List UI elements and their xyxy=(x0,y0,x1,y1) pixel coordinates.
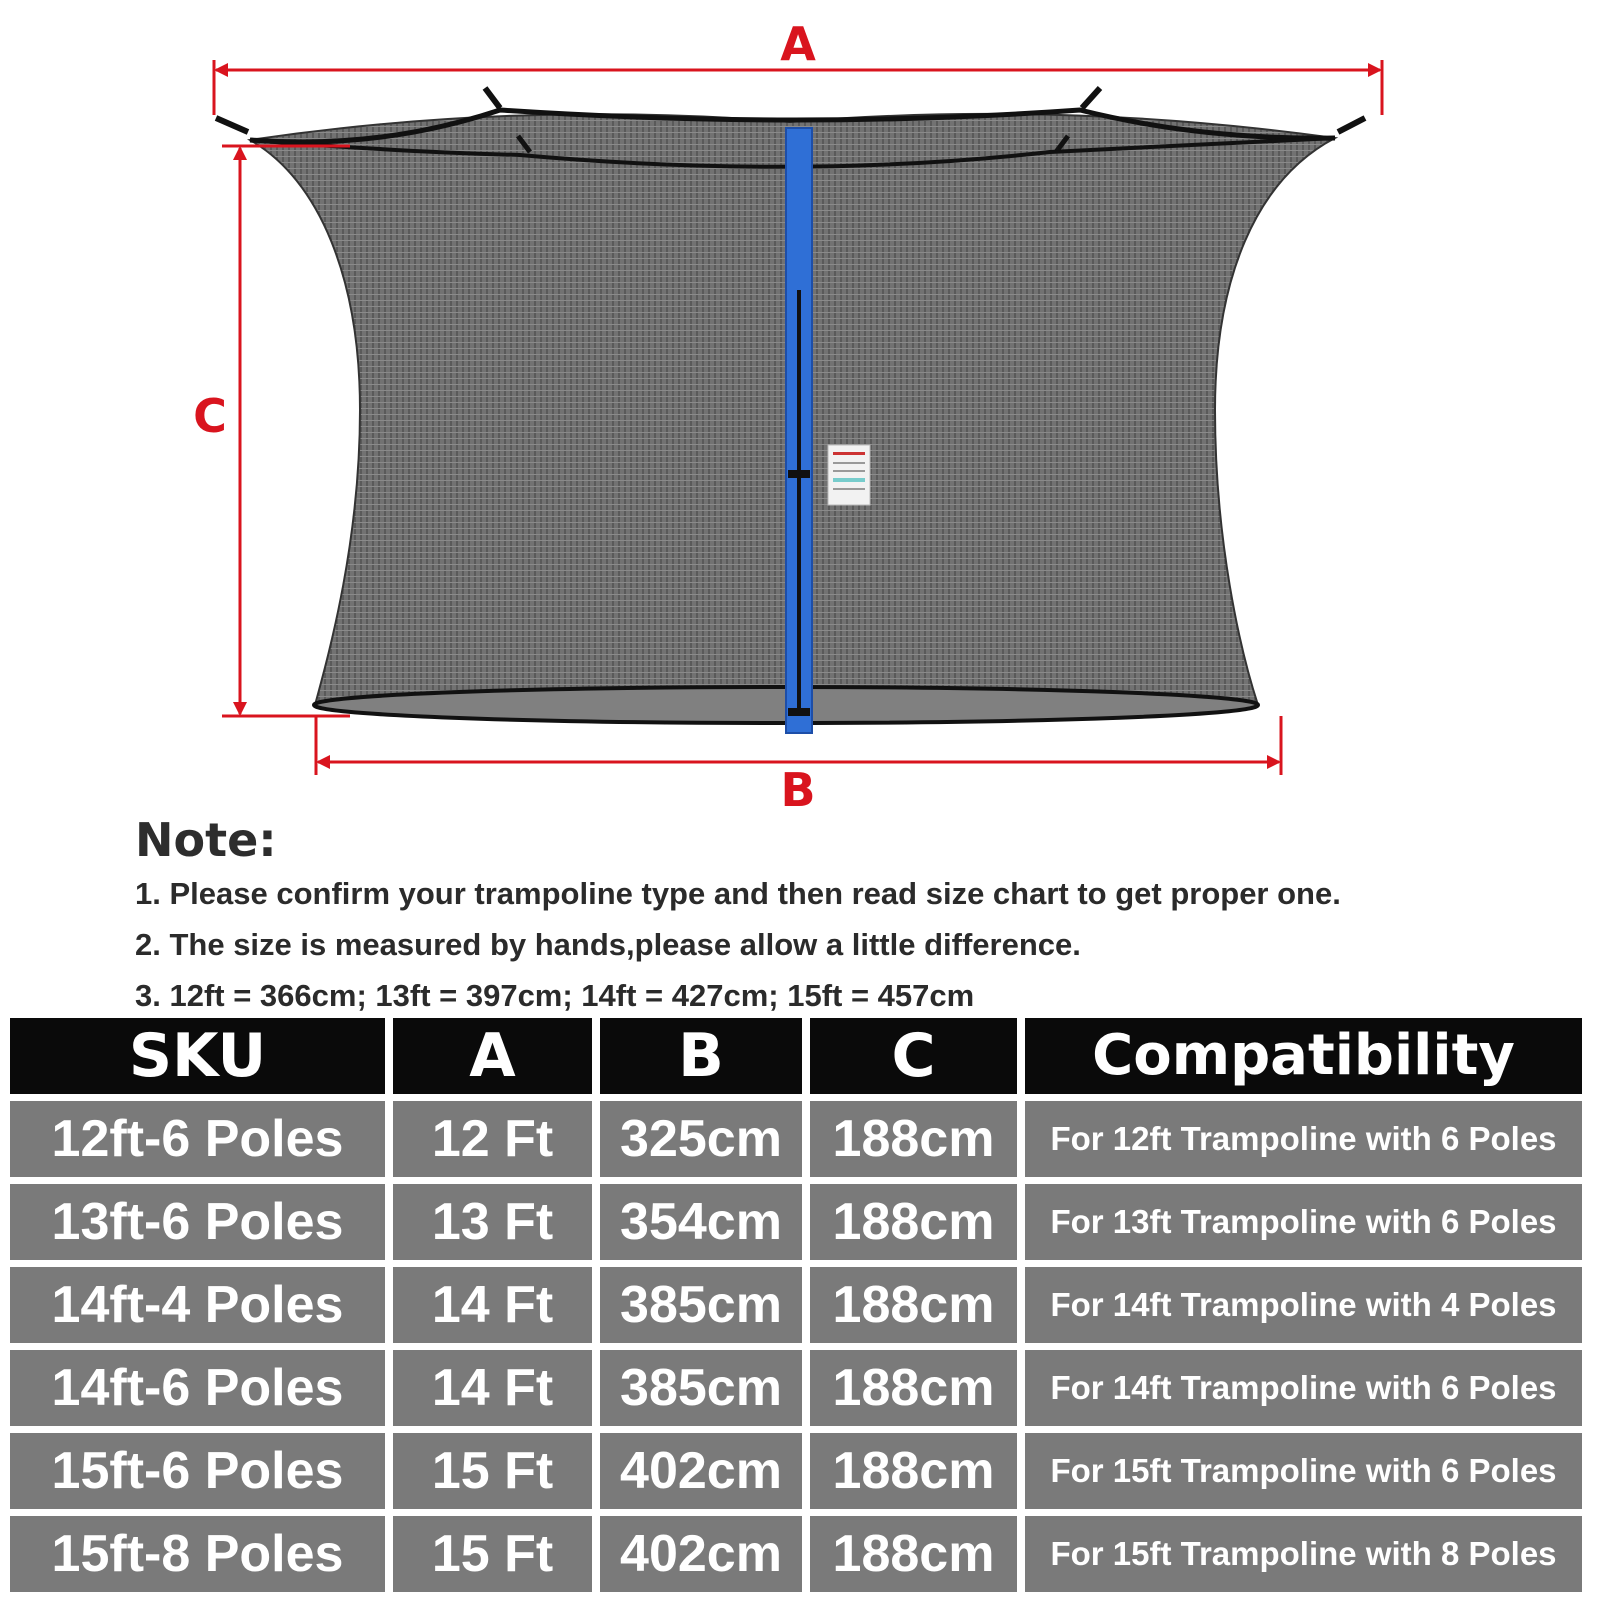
cell-b: 325cm xyxy=(600,1101,802,1177)
cell-a: 12 Ft xyxy=(393,1101,592,1177)
cell-b: 385cm xyxy=(600,1267,802,1343)
cell-compatibility: For 15ft Trampoline with 6 Poles xyxy=(1025,1433,1582,1509)
note-line-1: 1. Please confirm your trampoline type and then read size chart to get proper one. xyxy=(135,876,1341,911)
header-a: A xyxy=(393,1018,592,1094)
header-b: B xyxy=(600,1018,802,1094)
pole-strap xyxy=(216,118,248,132)
header-c: C xyxy=(810,1018,1017,1094)
table-row xyxy=(10,1350,1582,1426)
header-sku: SKU xyxy=(10,1018,385,1094)
cell-b: 354cm xyxy=(600,1184,802,1260)
notes-section xyxy=(135,812,1575,1021)
pole-strap xyxy=(1082,88,1100,108)
cell-c: 188cm xyxy=(810,1516,1017,1592)
cell-c: 188cm xyxy=(810,1184,1017,1260)
cell-a: 14 Ft xyxy=(393,1350,592,1426)
cell-b: 402cm xyxy=(600,1516,802,1592)
dimension-b-label: B xyxy=(780,763,816,810)
note-line-2: 2. The size is measured by hands,please allow a little difference. xyxy=(135,927,1081,962)
header-compatibility: Compatibility xyxy=(1025,1018,1582,1094)
cell-b: 402cm xyxy=(600,1433,802,1509)
zipper-pull xyxy=(788,470,810,478)
table-row xyxy=(10,1267,1582,1343)
cell-sku: 15ft-8 Poles xyxy=(10,1516,385,1592)
zipper-pull xyxy=(788,708,810,716)
cell-compatibility: For 15ft Trampoline with 8 Poles xyxy=(1025,1516,1582,1592)
note-line-3: 3. 12ft = 366cm; 13ft = 397cm; 14ft = 427cm; 15ft = 457cm xyxy=(135,978,975,1013)
cell-sku: 13ft-6 Poles xyxy=(10,1184,385,1260)
cell-a: 13 Ft xyxy=(393,1184,592,1260)
cell-c: 188cm xyxy=(810,1350,1017,1426)
cell-compatibility: For 12ft Trampoline with 6 Poles xyxy=(1025,1101,1582,1177)
table-header-row xyxy=(10,1018,1582,1094)
dimension-c-label: C xyxy=(193,389,227,443)
cell-b: 385cm xyxy=(600,1350,802,1426)
cell-compatibility: For 14ft Trampoline with 6 Poles xyxy=(1025,1350,1582,1426)
table-row xyxy=(10,1101,1582,1177)
table-row xyxy=(10,1184,1582,1260)
cell-c: 188cm xyxy=(810,1267,1017,1343)
cell-a: 14 Ft xyxy=(393,1267,592,1343)
cell-sku: 12ft-6 Poles xyxy=(10,1101,385,1177)
cell-compatibility: For 13ft Trampoline with 6 Poles xyxy=(1025,1184,1582,1260)
table-row xyxy=(10,1433,1582,1509)
size-chart-table xyxy=(2,1011,1590,1599)
cell-a: 15 Ft xyxy=(393,1516,592,1592)
dimension-a-label: A xyxy=(780,17,816,71)
cell-compatibility: For 14ft Trampoline with 4 Poles xyxy=(1025,1267,1582,1343)
cell-sku: 15ft-6 Poles xyxy=(10,1433,385,1509)
cell-sku: 14ft-4 Poles xyxy=(10,1267,385,1343)
cell-a: 15 Ft xyxy=(393,1433,592,1509)
cell-c: 188cm xyxy=(810,1433,1017,1509)
pole-strap xyxy=(485,88,500,108)
table-row xyxy=(10,1516,1582,1592)
cell-c: 188cm xyxy=(810,1101,1017,1177)
cell-sku: 14ft-6 Poles xyxy=(10,1350,385,1426)
pole-strap xyxy=(1338,118,1365,132)
notes-title: Note: xyxy=(135,813,277,867)
